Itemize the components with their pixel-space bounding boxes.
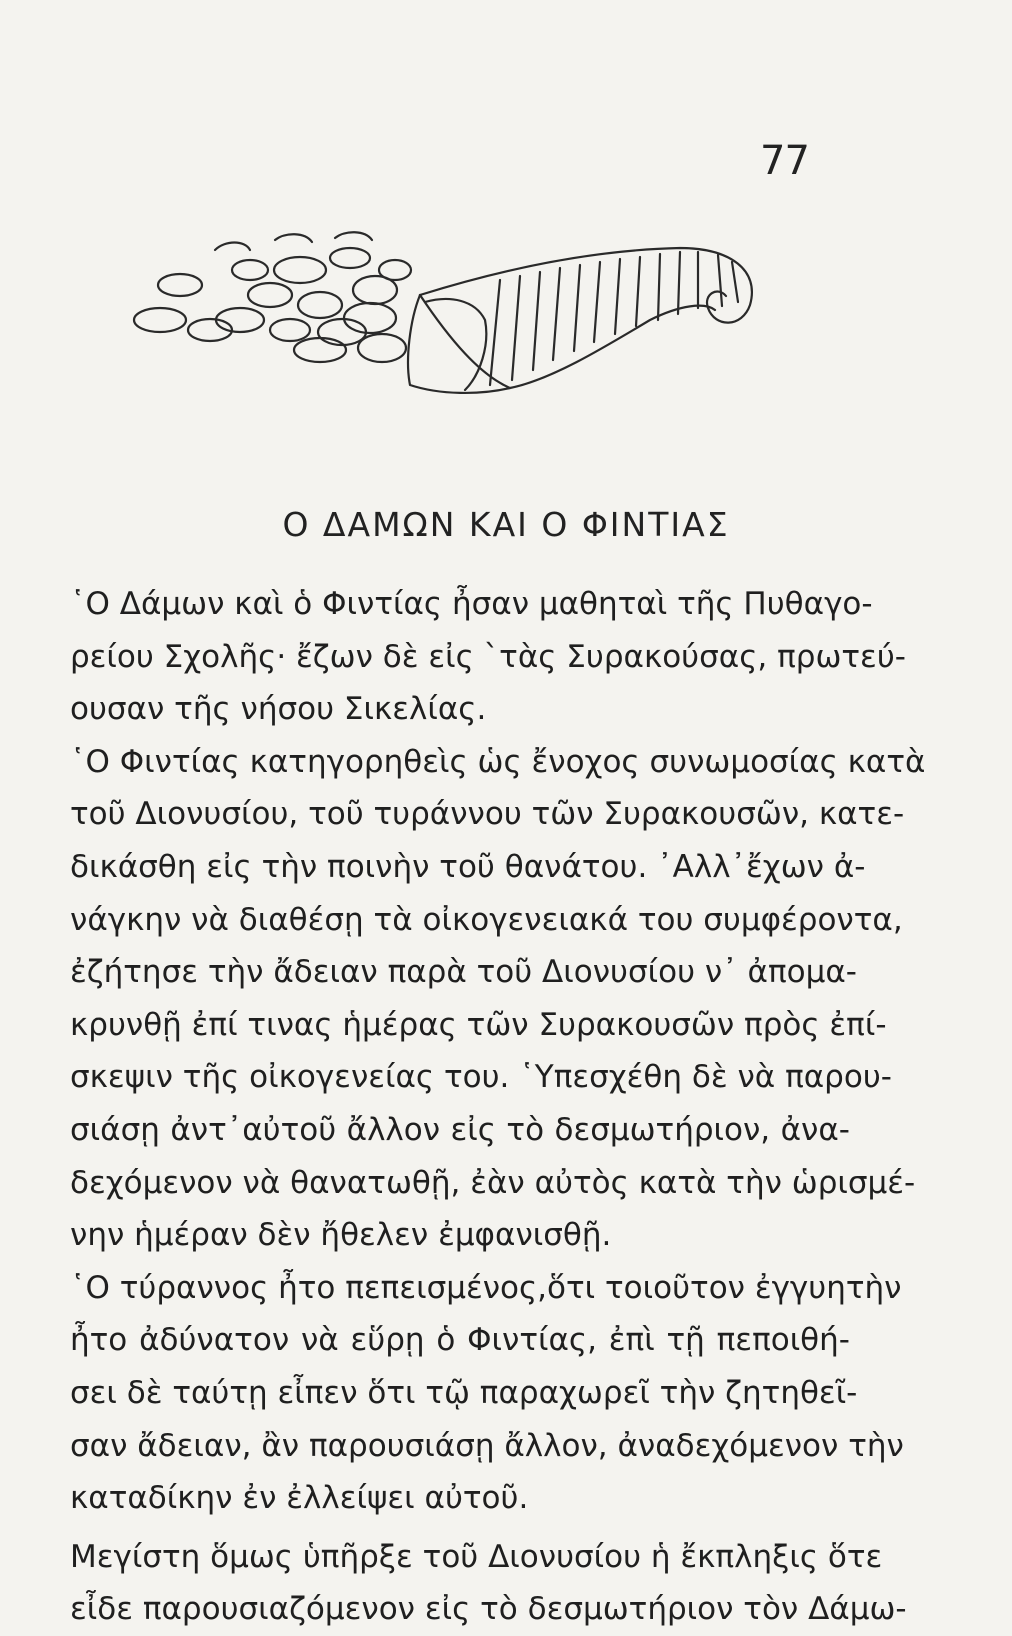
text-line: ῾Ο Δάμων καὶ ὁ Φιντίας ἦσαν μαθηταὶ τῆς Πυθαγο-: [70, 586, 873, 622]
text-line: σιάσῃ ἀντ᾿αὐτοῦ ἄλλον εἰς τὸ δεσμωτήριον, ἀνα-: [70, 1111, 850, 1148]
paragraph: [70, 1531, 907, 1636]
cornucopia-icon: [120, 210, 780, 480]
text-line: σκεψιν τῆς οἰκογενείας του. ῾Υπεσχέθη δὲ νὰ παρου-: [70, 1059, 892, 1096]
text-line: νάγκην νὰ διαθέσῃ τὰ οἰκογενειακά του συμφέροντα,: [70, 901, 903, 938]
text-line: ῾Ο Φιντίας κατηγορηθεὶς ὡς ἔνοχος συνωμοσίας κατὰ: [70, 743, 926, 780]
page-number: 77: [760, 138, 809, 184]
text-line: κρυνθῇ ἐπί τινας ἡμέρας τῶν Συρακουσῶν πρὸς ἐπί-: [70, 1006, 887, 1043]
text-line: Μεγίστη ὅμως ὑπῆρξε τοῦ Διονυσίου ἡ ἔκπληξις ὅτε: [70, 1538, 883, 1575]
paragraph: [70, 736, 926, 1262]
text-line: ρείου Σχολῆς· ἔζων δὲ εἰς `τὰς Συρακούσας, πρωτεύ-: [70, 638, 906, 675]
text-line: σαν ἄδειαν, ἂν παρουσιάσῃ ἄλλον, ἀναδεχόμενον τὴν: [70, 1427, 904, 1464]
text-line: εἶδε παρουσιαζόμενον εἰς τὸ δεσμωτήριον τὸν Δάμω-: [70, 1591, 907, 1628]
paragraph: [70, 578, 906, 736]
text-line: νην ἡμέραν δὲν ἤθελεν ἐμφανισθῇ.: [70, 1217, 612, 1254]
text-line: ῾Ο τύραννος ἦτο πεπεισμένος,ὅτι τοιοῦτον ἐγγυητὴν: [70, 1269, 902, 1306]
paragraph: [70, 1262, 904, 1525]
text-line: ουσαν τῆς νήσου Σικελίας.: [70, 691, 487, 728]
text-line: τοῦ Διονυσίου, τοῦ τυράννου τῶν Συρακουσῶν, κατε-: [70, 796, 905, 833]
text-line: δικάσθη εἰς τὴν ποινὴν τοῦ θανάτου. ᾿Αλλ᾿ἔχων ἀ-: [70, 848, 866, 885]
text-line: καταδίκην ἐν ἐλλείψει αὐτοῦ.: [70, 1480, 529, 1517]
text-line: σει δὲ ταύτῃ εἶπεν ὅτι τῷ παραχωρεῖ τὴν ζητηθεῖ-: [70, 1374, 858, 1411]
text-line: δεχόμενον νὰ θανατωθῇ, ἐὰν αὐτὸς κατὰ τὴν ὡρισμέ-: [70, 1164, 916, 1201]
body-text: [70, 578, 926, 1636]
chapter-title: Ο ΔΑΜΩΝ ΚΑΙ Ο ΦΙΝΤΙΑΣ: [282, 505, 730, 544]
text-line: ἦτο ἀδύνατον νὰ εὕρῃ ὁ Φιντίας, ἐπὶ τῇ πεποιθή-: [70, 1322, 850, 1359]
text-line: ἐζήτησε τὴν ἄδειαν παρὰ τοῦ Διονυσίου ν᾿ ἀπομα-: [70, 954, 857, 991]
